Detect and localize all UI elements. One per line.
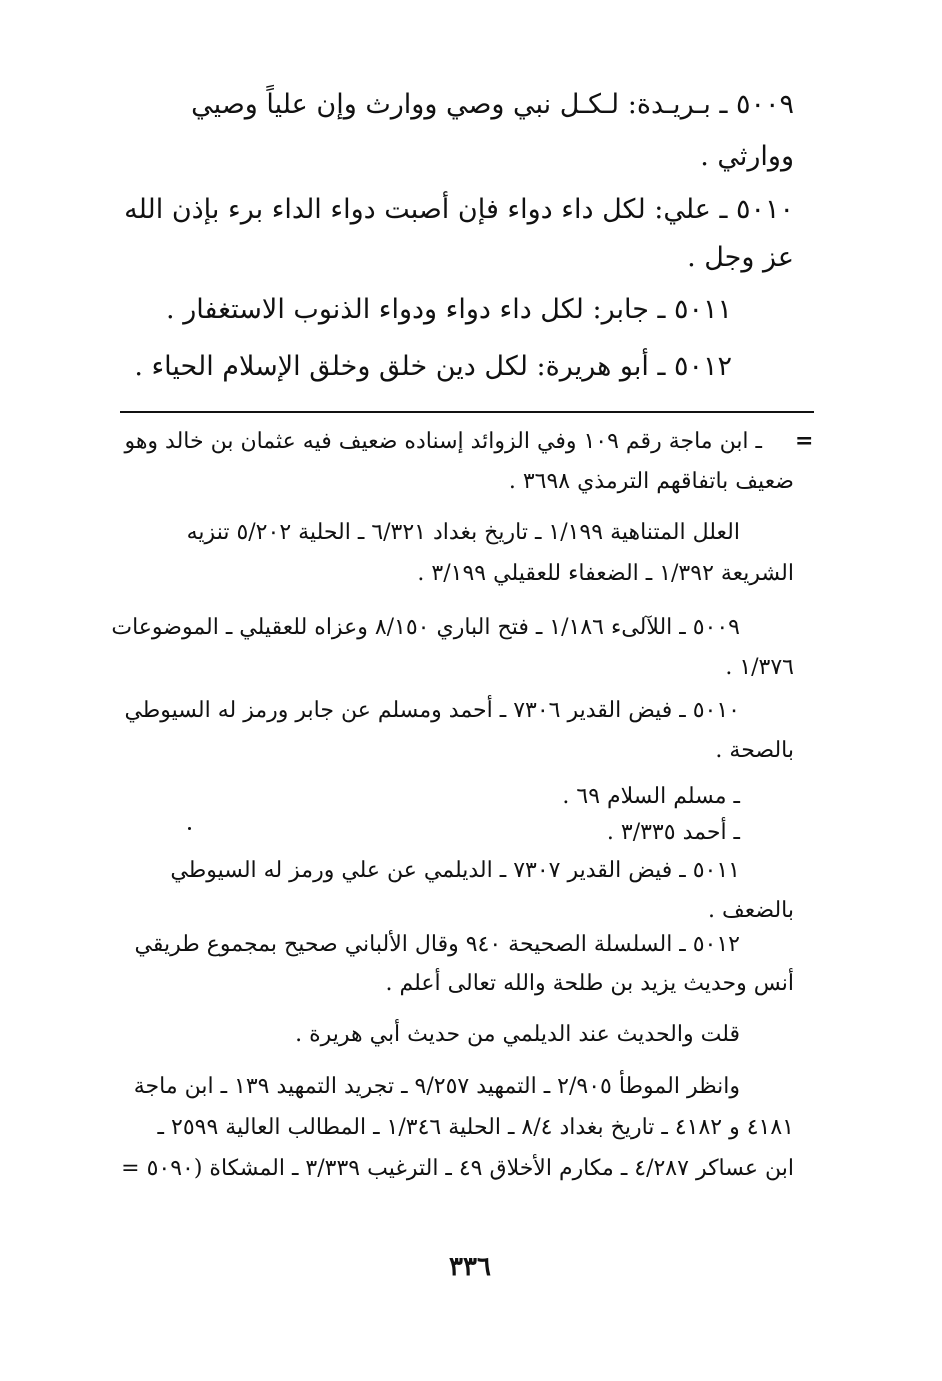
footnote-line-9: ـ مسلم السلام ٦٩ . xyxy=(562,784,740,809)
footnote-line-11: ٥٠١١ ـ فيض القدير ٧٣٠٧ ـ الديلمي عن علي ورمز له السيوطي xyxy=(170,858,740,883)
entry-5009-line-1: ٥٠٠٩ ـ بـريـدة: لـكـل نبي وصي ووارث وإن علياً وصيي xyxy=(191,89,794,120)
footnote-line-1: ـ ابن ماجة رقم ١٠٩ وفي الزوائد إسناده ضعيف فيه عثمان بن خالد وهو xyxy=(124,429,762,454)
entry-5012-line-1: ٥٠١٢ ـ أبو هريرة: لكل دين خلق وخلق الإسلام الحياء . xyxy=(134,351,732,382)
footnote-line-2: ضعيف باتفاقهم الترمذي ٣٦٩٨ . xyxy=(508,469,794,494)
footnote-line-16: وانظر الموطأ ٢/٩٠٥ ـ التمهيد ٩/٢٥٧ ـ تجريد التمهيد ١٣٩ ـ ابن ماجة xyxy=(133,1074,740,1099)
footnote-line-6: ١/٣٧٦ . xyxy=(725,655,794,680)
entry-5010-line-2: عز وجل . xyxy=(687,242,794,273)
footnote-separator xyxy=(120,411,814,413)
footnote-line-7: ٥٠١٠ ـ فيض القدير ٧٣٠٦ ـ أحمد ومسلم عن جابر ورمز له السيوطي xyxy=(124,698,740,723)
entry-5010-line-1: ٥٠١٠ ـ علي: لكل داء دواء فإن أصبت دواء الداء برء بإذن الله xyxy=(124,194,794,225)
continuation-mark: = xyxy=(795,428,814,454)
page-number: ٣٣٦ xyxy=(449,1252,491,1282)
footnote-line-15: قلت والحديث عند الديلمي من حديث أبي هريرة . xyxy=(295,1022,740,1047)
footnote-line-3: العلل المتناهية ١/١٩٩ ـ تاريخ بغداد ٦/٣٢١ ـ الحلية ٥/٢٠٢ تنزيه xyxy=(186,520,740,545)
footnote-line-4: الشريعة ١/٣٩٢ ـ الضعفاء للعقيلي ٣/١٩٩ . xyxy=(417,561,794,586)
footnote-line-17: ٤١٨١ و ٤١٨٢ ـ تاريخ بغداد ٨/٤ ـ الحلية ١/٣٤٦ ـ المطالب العالية ٢٥٩٩ ـ xyxy=(157,1115,794,1140)
footnote-line-8: بالصحة . xyxy=(715,738,794,763)
footnote-line-18: ابن عساكر ٤/٢٨٧ ـ مكارم الأخلاق ٤٩ ـ الترغيب ٣/٣٣٩ ـ المشكاة (٥٠٩٠ = xyxy=(121,1156,794,1181)
entry-5011-line-1: ٥٠١١ ـ جابر: لكل داء دواء ودواء الذنوب الاستغفار . xyxy=(166,294,732,325)
footnote-line-12: بالضعف . xyxy=(708,898,794,923)
stray-dot xyxy=(188,827,191,830)
footnote-line-14: أنس وحديث يزيد بن طلحة والله تعالى أعلم . xyxy=(385,971,794,996)
entry-5009-line-2: ووارثي . xyxy=(700,141,794,172)
footnote-line-5: ٥٠٠٩ ـ اللآلىء ١/١٨٦ ـ فتح الباري ٨/١٥٠ وعزاه للعقيلي ـ الموضوعات xyxy=(111,615,740,640)
footnote-line-10: ـ أحمد ٣/٣٣٥ . xyxy=(606,820,740,845)
footnote-line-13: ٥٠١٢ ـ السلسلة الصحيحة ٩٤٠ وقال الألباني صحيح بمجموع طريقي xyxy=(134,932,740,957)
